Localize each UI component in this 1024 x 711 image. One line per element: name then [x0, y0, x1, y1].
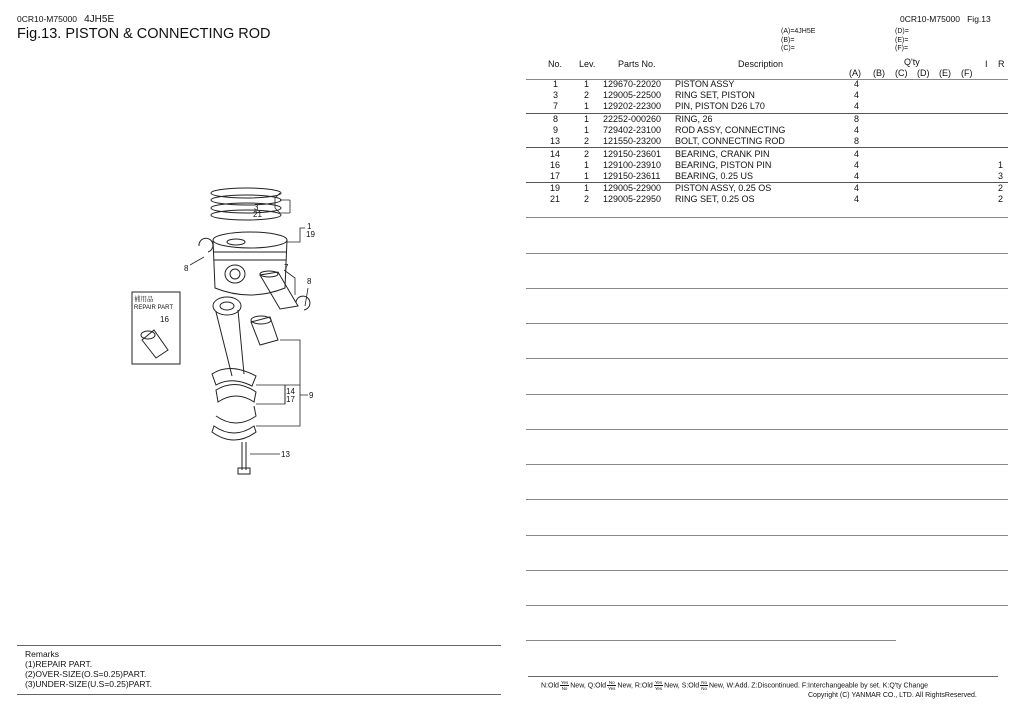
catalog-number-right: 0CR10-M75000 Fig.13	[900, 14, 991, 24]
piston-rings	[211, 188, 281, 220]
table-row[interactable]: 3 2 129005-22500 RING SET, PISTON 4	[553, 90, 860, 100]
rod-bolt	[238, 442, 250, 474]
callout-14: 14	[286, 387, 295, 396]
page-title: Fig.13. PISTON & CONNECTING ROD	[17, 26, 271, 42]
table-row[interactable]: 13 2 121550-23200 BOLT, CONNECTING ROD 8	[550, 136, 860, 146]
callout-19: 19	[306, 230, 315, 239]
table-row[interactable]: 19 1 129005-22900 PISTON ASSY, 0.25 OS 4 2	[550, 183, 1004, 193]
snap-ring-right	[296, 296, 310, 310]
snap-ring-left	[199, 238, 213, 252]
table-row[interactable]: 8 1 22252-000260 RING, 26 8	[553, 114, 860, 124]
parts-table-body	[526, 79, 1010, 209]
callout-3: 3	[254, 203, 259, 212]
group-divider	[526, 147, 1008, 148]
repair-label-jp: 補用品	[134, 296, 154, 303]
callout-1: 1	[307, 222, 312, 231]
table-row[interactable]: 9 1 729402-23100 ROD ASSY, CONNECTING 4	[553, 125, 860, 135]
remark-line: (2)OVER-SIZE(O.S=0.25)PART.	[25, 669, 147, 679]
remark-line: (3)UNDER-SIZE(U.S=0.25)PART.	[25, 679, 152, 689]
repair-bushing	[141, 330, 168, 358]
legend-top-rule	[528, 676, 998, 677]
spec-codes-right: (D)= (E)= (F)=	[895, 28, 909, 52]
fig-number: Fig.13	[967, 14, 991, 24]
copyright: Copyright (C) YANMAR CO., LTD. All RightsReserved.	[808, 692, 977, 699]
table-row[interactable]: 1 1 129670-22020 PISTON ASSY 4	[553, 79, 860, 89]
spec-codes-left: (A)=4JH5E (B)= (C)=	[781, 28, 816, 52]
parts-table-header: No. Lev. Parts No. Description Q'ty (A) (B) (C) (D) (E) (F) I R	[548, 57, 1005, 78]
repair-label-en: REPAIR PART	[134, 305, 174, 311]
callout-9: 9	[309, 391, 314, 400]
callout-13: 13	[281, 450, 290, 459]
table-row[interactable]: 14 2 129150-23601 BEARING, CRANK PIN 4	[550, 149, 860, 159]
piston	[213, 232, 287, 295]
remarks-bottom-rule	[17, 694, 501, 695]
callout-16: 16	[160, 315, 169, 324]
connecting-rod	[212, 297, 256, 386]
remark-line: (1)REPAIR PART.	[25, 659, 93, 669]
table-row[interactable]: 17 1 129150-23611 BEARING, 0.25 US 4 3	[550, 171, 1004, 181]
callout-17: 17	[286, 395, 295, 404]
table-row[interactable]: 16 1 129100-23910 BEARING, PISTON PIN 4 1	[550, 160, 1004, 170]
callout-8-right: 8	[307, 277, 312, 286]
rod-cap	[212, 426, 256, 440]
catalog-number: 0CR10-M75000 4JH5E	[17, 14, 115, 25]
table-row[interactable]: 7 1 129202-22300 PIN, PISTON D26 L70 4	[553, 101, 860, 111]
callout-8-left: 8	[184, 264, 189, 273]
change-legend: N:Old $\frac{\text{Yes}}{No}$ New, Q:Old $\frac{No}{\text{Yes}}$ New, R:Old $\frac{\text{Yes}}{\text{Yes}}$ New, S:Old $\frac{No}{No}$ New, W:Add. Z:Discontinued. F:Interchangeable by set. K:Q'ty Change	[541, 680, 929, 691]
callout-7: 7	[284, 263, 289, 272]
exploded-diagram	[120, 180, 330, 490]
remarks-top-rule	[17, 645, 501, 646]
small-end-bushing	[251, 316, 278, 345]
table-row[interactable]: 21 2 129005-22950 RING SET, 0.25 OS 4 2	[550, 194, 1004, 204]
crank-bearing	[216, 384, 256, 423]
remarks	[25, 649, 152, 689]
callout-21: 21	[253, 210, 262, 219]
remarks-heading: Remarks	[25, 649, 60, 659]
model-name: 4JH5E	[84, 14, 115, 25]
